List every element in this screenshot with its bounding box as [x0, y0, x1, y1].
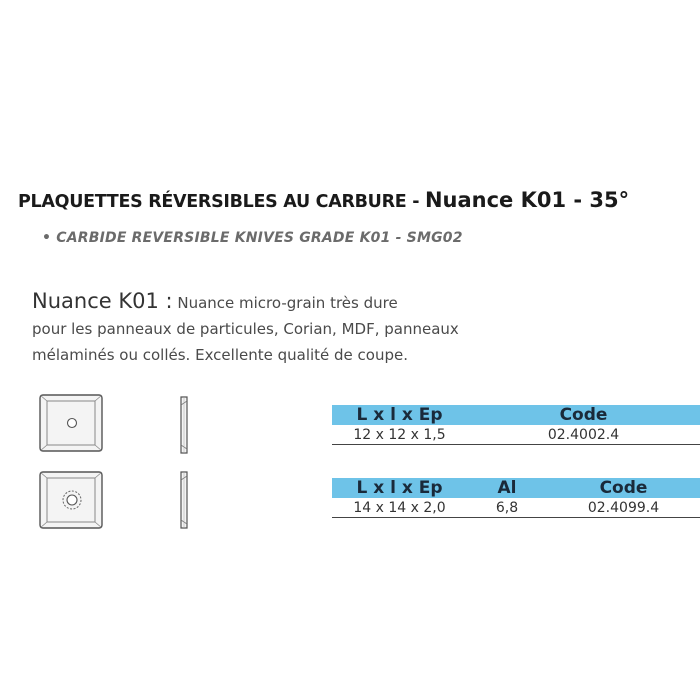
product-description: [32, 288, 552, 368]
spec-table-12: [332, 405, 700, 445]
table-header-row: [332, 478, 700, 498]
spec-table-14: [332, 478, 700, 518]
table-row: [332, 498, 700, 518]
cell-dimensions: 12 x 12 x 1,5: [332, 425, 467, 445]
description-line-1: [32, 288, 552, 316]
header-dimensions: L x l x Ep: [332, 478, 467, 498]
table-header-row: [332, 405, 700, 425]
description-line-3: mélaminés ou collés. Excellente qualité de coupe.: [32, 346, 409, 364]
header-code: Code: [467, 405, 700, 425]
description-text-1: Nuance micro-grain très dure: [172, 294, 398, 312]
title-main: PLAQUETTES RÉVERSIBLES AU CARBURE -: [18, 192, 425, 212]
table-row: [332, 425, 700, 445]
insert-12-front-drawing-icon: [38, 393, 106, 455]
cell-bore: 6,8: [467, 498, 547, 518]
product-subtitle: • CARBIDE REVERSIBLE KNIVES GRADE K01 - SMG02: [42, 230, 463, 246]
description-line-2: pour les panneaux de particules, Corian, MDF, panneaux: [32, 320, 459, 338]
title-grade: Nuance K01 - 35°: [424, 188, 630, 212]
header-dimensions: L x l x Ep: [332, 405, 467, 425]
insert-14-side-drawing-icon: [176, 470, 192, 532]
insert-12-side-drawing-icon: [176, 395, 192, 457]
description-lead: Nuance K01 :: [32, 289, 173, 313]
insert-14-front-drawing-icon: [38, 470, 106, 532]
header-bore: Al: [467, 478, 547, 498]
cell-dimensions: 14 x 14 x 2,0: [332, 498, 467, 518]
header-code: Code: [547, 478, 700, 498]
cell-code: 02.4002.4: [467, 425, 700, 445]
product-title: [18, 188, 629, 212]
cell-code: 02.4099.4: [547, 498, 700, 518]
